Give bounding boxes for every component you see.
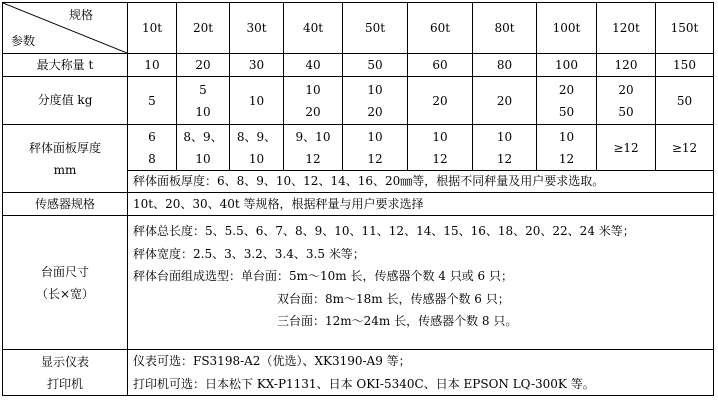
division-value-line: 20 (305, 104, 321, 119)
sensor-label: 传感器规格 (3, 193, 128, 216)
thickness-value-line: 10 (195, 151, 211, 166)
capacity-header: 40t (284, 3, 343, 54)
thickness-value-line: 12 (305, 151, 321, 166)
capacity-header: 120t (597, 3, 656, 54)
sensor-row (3, 193, 714, 216)
max-capacity-value: 40 (284, 54, 343, 77)
max-capacity-value: 100 (537, 54, 597, 77)
display-line: 仪表可选：FS3198-A2（优选）、XK3190-A9 等； (133, 354, 411, 368)
thickness-value-line: 6 (148, 129, 156, 144)
capacity-header: 50t (343, 3, 408, 54)
thickness-value (343, 125, 408, 171)
max-capacity-value: 50 (343, 54, 408, 77)
thickness-value-line: 12 (367, 151, 383, 166)
division-value (597, 77, 656, 125)
display-label-line: 显示仪表 (40, 354, 89, 369)
thickness-value-line: 9、10 (295, 129, 331, 144)
thickness-value (656, 125, 714, 171)
printer-label-line: 打印机 (46, 376, 83, 391)
platform-text (128, 216, 714, 350)
division-value (408, 77, 473, 125)
printer-line: 打印机可选：日本松下 KX-P1131、日本 OKI-5340C、日本 EPSON LQ-300K 等。 (133, 376, 595, 391)
capacity-header: 10t (128, 3, 177, 54)
thickness-value-line: 10 (367, 129, 383, 144)
spec-table (2, 2, 714, 396)
division-value-line: 10 (367, 82, 383, 97)
division-value (473, 77, 537, 125)
division-label: 分度值 kg (3, 77, 128, 125)
division-row (3, 77, 714, 125)
thickness-value-line: 10 (248, 151, 265, 166)
platform-label-line: 台面尺寸 (40, 264, 89, 279)
division-value-line: 10 (248, 93, 265, 108)
platform-line: 秤体总长度：5、5.5、6、7、8、9、10、11、12、14、15、16、18、20、22、24 米等； (133, 224, 635, 238)
platform-line: 双台面：8m～18m 长，传感器个数 6 只； (277, 291, 510, 306)
spec-label: 规格 (68, 8, 93, 22)
capacity-header: 80t (473, 3, 537, 54)
max-capacity-row (3, 54, 714, 77)
max-capacity-value: 120 (597, 54, 656, 77)
thickness-value-line: 12 (558, 151, 575, 166)
thickness-value-line: ≥12 (671, 140, 698, 155)
platform-line: 三台面：12m～24m 长，传感器个数 8 只。 (277, 314, 518, 328)
division-value (656, 77, 714, 125)
thickness-label (3, 125, 128, 193)
platform-row (3, 216, 714, 350)
thickness-value (473, 125, 537, 171)
division-value-line: 50 (676, 93, 693, 108)
thickness-value (597, 125, 656, 171)
division-value (343, 77, 408, 125)
thickness-value (284, 125, 343, 171)
thickness-value (128, 125, 177, 171)
capacity-header: 100t (537, 3, 597, 54)
thickness-value (408, 125, 473, 171)
platform-line: 秤体台面组成选型：单台面：5m～10m 长，传感器个数 4 只或 6 只； (133, 269, 514, 283)
platform-line: 秤体宽度：2.5、3、3.2、3.4、3.5 米等； (133, 246, 365, 261)
division-value-line: 20 (496, 93, 513, 108)
thickness-value-line: 8、9、 (236, 129, 277, 144)
max-capacity-value: 10 (128, 54, 177, 77)
division-value-line: 10 (195, 104, 211, 119)
division-value-line: 5 (148, 93, 156, 108)
thickness-row (3, 125, 714, 171)
thickness-value (537, 125, 597, 171)
header-row (3, 3, 714, 54)
capacity-header: 60t (408, 3, 473, 54)
sensor-text: 10t、20、30、40t 等规格，根据秤量与用户要求选择 (128, 193, 714, 216)
param-label: 参数 (11, 34, 36, 48)
capacity-header: 30t (230, 3, 284, 54)
max-capacity-label: 最大称量 t (3, 54, 128, 77)
division-value-line: 20 (558, 82, 575, 97)
thickness-label-unit: mm (53, 162, 77, 177)
thickness-value-line: 10 (496, 129, 513, 144)
capacity-header: 20t (177, 3, 230, 54)
thickness-value-line: 10 (432, 129, 448, 144)
division-value-line: 20 (367, 104, 383, 119)
thickness-value (230, 125, 284, 171)
division-value (230, 77, 284, 125)
thickness-value-line: ≥12 (613, 140, 639, 155)
thickness-note: 秤体面板厚度：6、8、9、10、12、14、16、20㎜等，根据不同秤量及用户要求选取。 (128, 171, 714, 193)
division-value (537, 77, 597, 125)
diagonal-header-cell (3, 3, 128, 54)
platform-label (3, 216, 128, 350)
thickness-value-line: 8 (148, 151, 156, 166)
max-capacity-value: 20 (177, 54, 230, 77)
max-capacity-value: 150 (656, 54, 714, 77)
max-capacity-value: 30 (230, 54, 284, 77)
thickness-value-line: 8、9、 (183, 129, 223, 144)
thickness-value-line: 12 (432, 151, 448, 166)
display-row (3, 350, 714, 396)
thickness-value-line: 12 (496, 151, 513, 166)
platform-label-sub: （长×宽） (35, 286, 95, 301)
thickness-label-line: 秤体面板厚度 (28, 140, 101, 155)
division-value-line: 5 (199, 82, 207, 97)
division-value-line: 50 (558, 104, 575, 119)
division-value (284, 77, 343, 125)
division-value (128, 77, 177, 125)
max-capacity-value: 80 (473, 54, 537, 77)
division-value (177, 77, 230, 125)
division-value-line: 10 (305, 82, 321, 97)
thickness-value-line: 10 (558, 129, 575, 144)
division-value-line: 20 (432, 93, 448, 108)
division-value-line: 50 (618, 104, 634, 119)
division-value-line: 20 (618, 82, 634, 97)
display-label (3, 350, 128, 396)
display-text (128, 350, 714, 396)
thickness-value (177, 125, 230, 171)
capacity-header: 150t (656, 3, 714, 54)
max-capacity-value: 60 (408, 54, 473, 77)
